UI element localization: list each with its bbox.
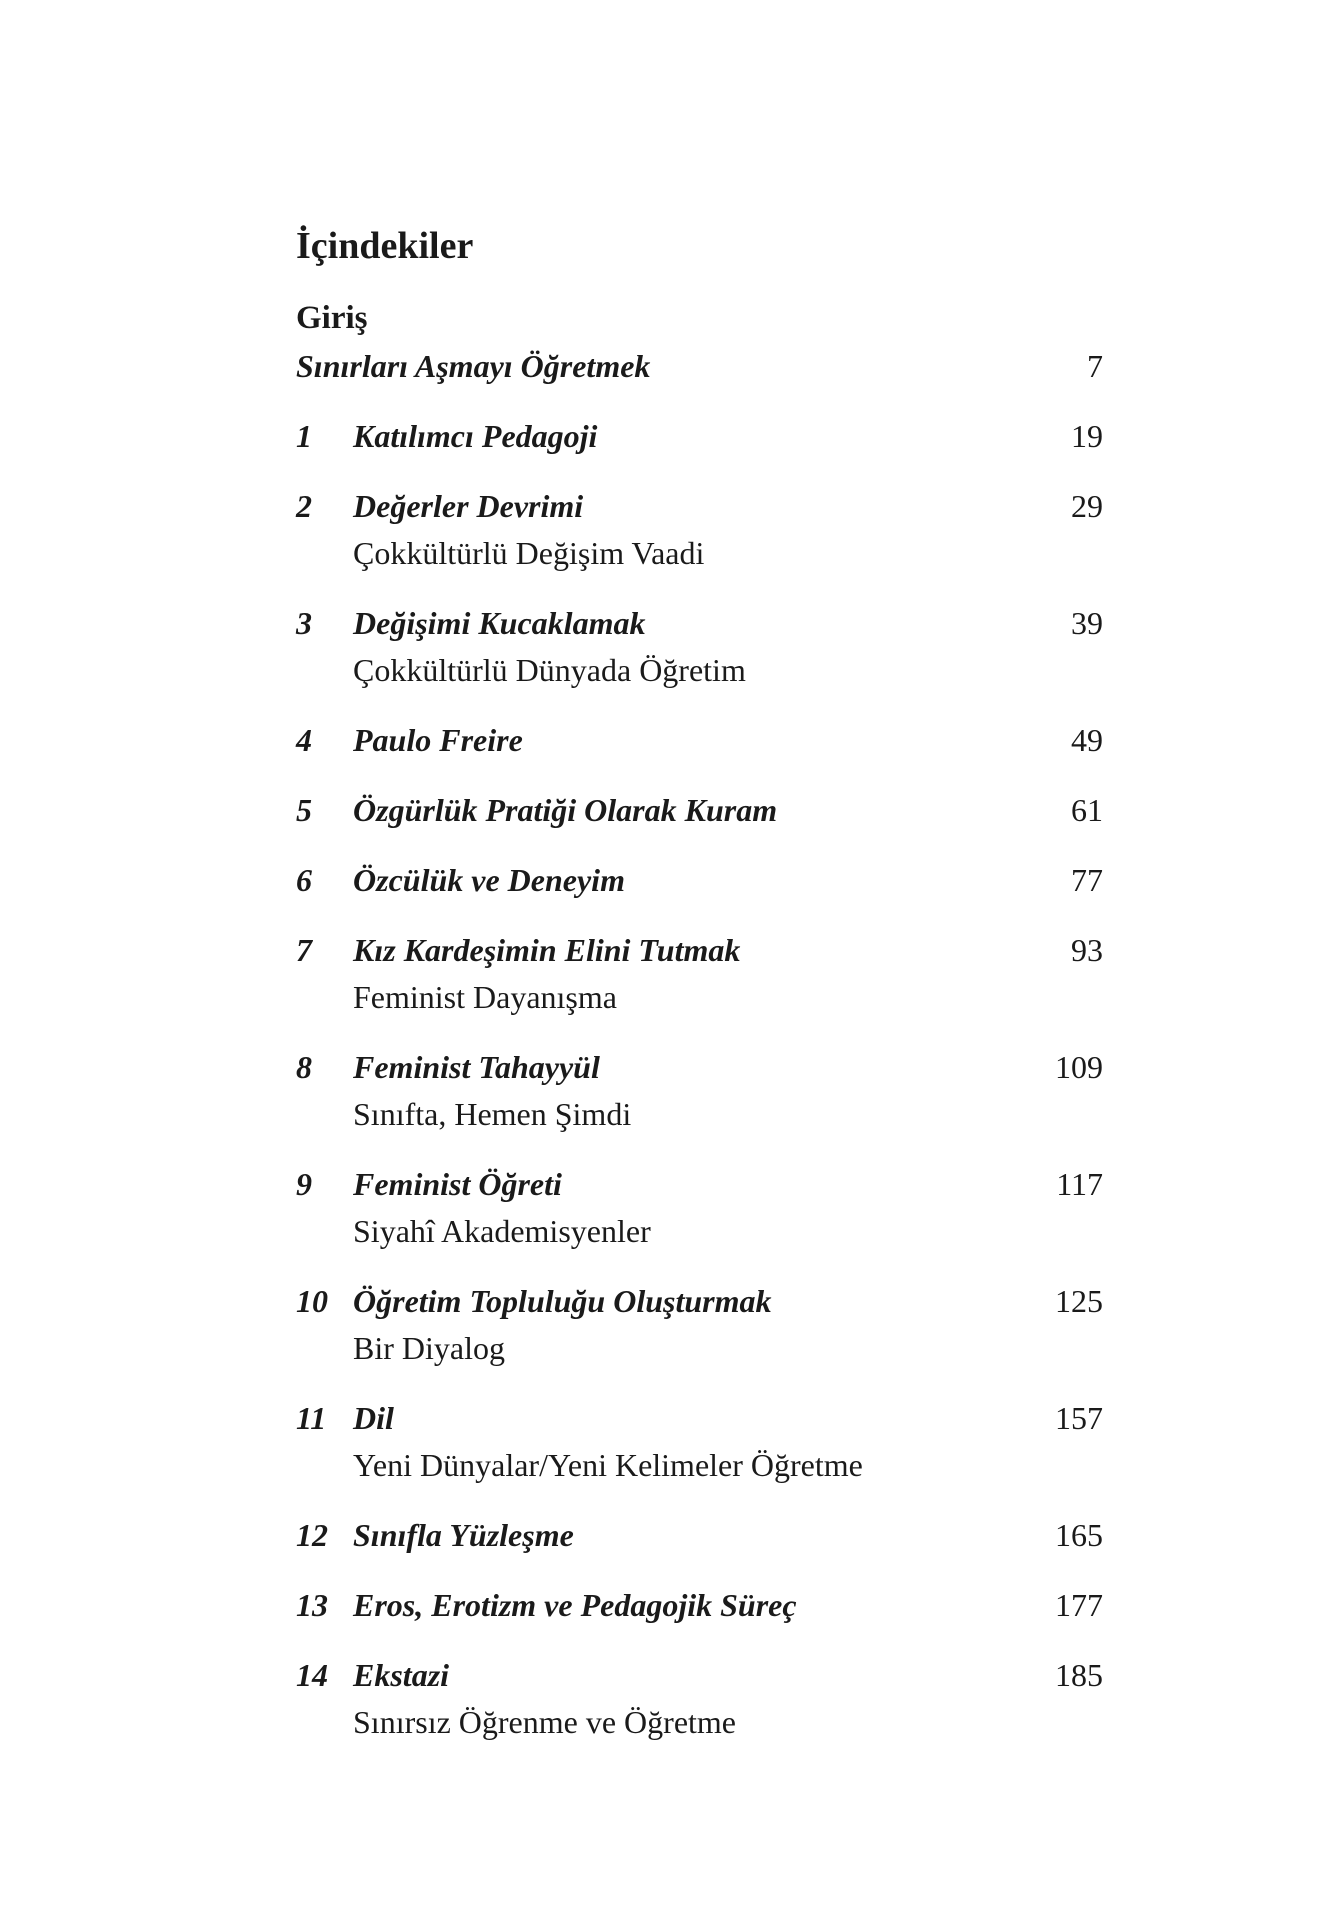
toc-entry-chapter-10[interactable]	[0, 1279, 1328, 1366]
toc-entry-chapter-13[interactable]	[0, 1583, 1328, 1627]
chapter-title: Sınıfla Yüzleşme	[353, 1517, 574, 1553]
chapter-page: 185	[1055, 1657, 1103, 1693]
chapter-number: 4	[296, 722, 312, 758]
chapter-title: Değişimi Kucaklamak	[353, 605, 646, 641]
toc-entry-chapter-3[interactable]	[0, 601, 1328, 688]
chapter-page: 29	[1071, 488, 1103, 524]
page-title: İçindekiler	[296, 225, 474, 267]
chapter-title: Feminist Öğreti	[353, 1166, 562, 1202]
chapter-number: 6	[296, 862, 312, 898]
chapter-subtitle: Sınıfta, Hemen Şimdi	[353, 1096, 632, 1132]
chapter-page: 19	[1071, 418, 1103, 454]
chapter-number: 8	[296, 1049, 312, 1085]
chapter-subtitle: Siyahî Akademisyenler	[353, 1213, 651, 1249]
chapter-title: Ekstazi	[353, 1657, 450, 1693]
toc-entry-chapter-8[interactable]	[0, 1045, 1328, 1132]
chapter-page: 93	[1071, 932, 1103, 968]
chapter-subtitle: Sınırsız Öğrenme ve Öğretme	[353, 1704, 736, 1740]
toc-entry-title: Sınırları Aşmayı Öğretmek	[296, 348, 651, 384]
chapter-page: 49	[1071, 722, 1103, 758]
chapter-subtitle: Feminist Dayanışma	[353, 979, 617, 1015]
chapter-page: 125	[1055, 1283, 1103, 1319]
chapter-page: 157	[1055, 1400, 1103, 1436]
chapter-title: Değerler Devrimi	[353, 488, 584, 524]
toc-entry-page: 7	[1087, 348, 1103, 384]
toc-entry-intro[interactable]	[0, 344, 1328, 388]
chapter-number: 14	[296, 1657, 328, 1693]
chapter-title: Özcülük ve Deneyim	[353, 862, 625, 898]
chapter-number: 5	[296, 792, 312, 828]
chapter-page: 117	[1056, 1166, 1103, 1202]
chapter-title: Katılımcı Pedagoji	[353, 418, 598, 454]
toc-entry-chapter-5[interactable]	[0, 788, 1328, 832]
chapter-number: 9	[296, 1166, 312, 1202]
toc-entry-chapter-6[interactable]	[0, 858, 1328, 902]
chapter-number: 12	[296, 1517, 328, 1553]
chapter-subtitle: Yeni Dünyalar/Yeni Kelimeler Öğretme	[353, 1447, 863, 1483]
chapter-title: Dil	[353, 1400, 394, 1436]
chapter-number: 13	[296, 1587, 328, 1623]
chapter-number: 3	[296, 605, 312, 641]
chapter-subtitle: Çokkültürlü Dünyada Öğretim	[353, 652, 746, 688]
chapter-number: 2	[296, 488, 312, 524]
chapter-page: 61	[1071, 792, 1103, 828]
chapter-subtitle: Çokkültürlü Değişim Vaadi	[353, 535, 705, 571]
toc-entry-chapter-11[interactable]	[0, 1396, 1328, 1483]
chapter-page: 77	[1071, 862, 1103, 898]
toc-entry-chapter-4[interactable]	[0, 718, 1328, 762]
chapter-page: 165	[1055, 1517, 1103, 1553]
chapter-number: 7	[296, 932, 312, 968]
chapter-title: Paulo Freire	[353, 722, 523, 758]
chapter-page: 39	[1071, 605, 1103, 641]
chapter-title: Feminist Tahayyül	[353, 1049, 600, 1085]
chapter-number: 10	[296, 1283, 328, 1319]
toc-entry-chapter-14[interactable]	[0, 1653, 1328, 1740]
toc-entry-chapter-2[interactable]	[0, 484, 1328, 571]
toc-entry-chapter-12[interactable]	[0, 1513, 1328, 1557]
chapter-page: 109	[1055, 1049, 1103, 1085]
chapter-title: Kız Kardeşimin Elini Tutmak	[353, 932, 741, 968]
chapter-title: Öğretim Topluluğu Oluşturmak	[353, 1283, 772, 1319]
chapter-number: 1	[296, 418, 312, 454]
chapter-title: Özgürlük Pratiği Olarak Kuram	[353, 792, 778, 828]
chapter-subtitle: Bir Diyalog	[353, 1330, 505, 1366]
chapter-page: 177	[1055, 1587, 1103, 1623]
toc-entry-chapter-9[interactable]	[0, 1162, 1328, 1249]
chapter-title: Eros, Erotizm ve Pedagojik Süreç	[353, 1587, 797, 1623]
intro-label: Giriş	[296, 300, 368, 336]
toc-entry-chapter-7[interactable]	[0, 928, 1328, 1015]
chapter-number: 11	[296, 1400, 327, 1436]
toc-entry-chapter-1[interactable]	[0, 414, 1328, 458]
